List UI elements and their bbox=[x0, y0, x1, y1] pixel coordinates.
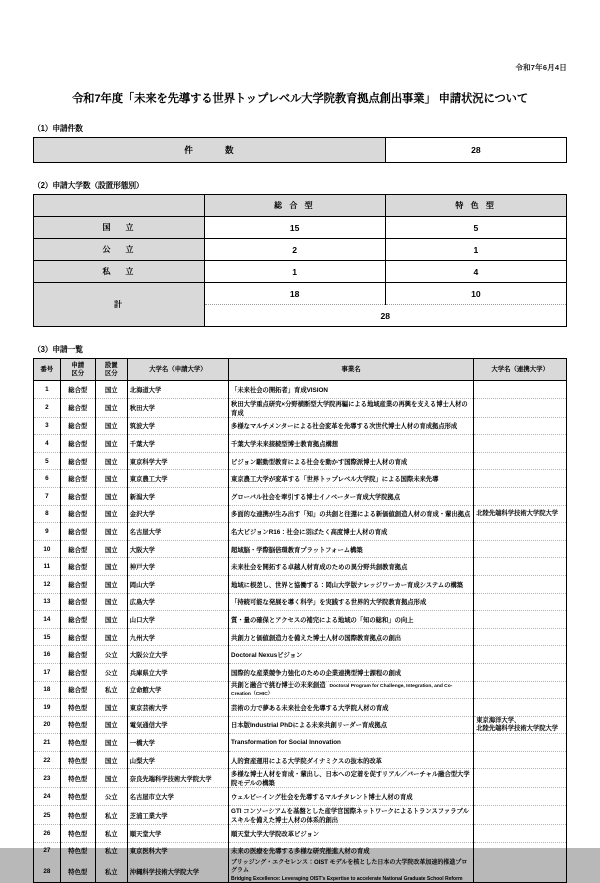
cell-project: ウェルビーイング社会を先導するマルチタレント博士人材の育成 bbox=[229, 788, 474, 806]
table-row bbox=[34, 487, 567, 505]
column-header-project: 事業名 bbox=[229, 359, 474, 381]
cell-no: 1 bbox=[34, 381, 61, 399]
cell-type: 特色型 bbox=[60, 860, 95, 883]
column-header-tokushoku: 特 色 型 bbox=[385, 195, 566, 217]
cell-type: 総合型 bbox=[60, 523, 95, 541]
table-row bbox=[34, 261, 567, 283]
cell-univ: 北海道大学 bbox=[127, 381, 228, 399]
row-label-koritsu: 公 立 bbox=[34, 239, 205, 261]
cell-project: 未来社会を開拓する卓越人材育成のための異分野共創教育拠点 bbox=[229, 558, 474, 576]
cell-univ: 兵庫県立大学 bbox=[127, 663, 228, 681]
cell-partner bbox=[474, 381, 567, 399]
cell-project: 芸術の力で夢ある未来社会を先導する大学院人材の育成 bbox=[229, 699, 474, 717]
cell-type: 総合型 bbox=[60, 540, 95, 558]
cell-type: 総合型 bbox=[60, 611, 95, 629]
cell-no: 11 bbox=[34, 558, 61, 576]
cell-project: 「持続可能な発展を導く科学」を実践する世界的大学院教育拠点形成 bbox=[229, 593, 474, 611]
project-title-ja: 共創と融合で挑む博士の未来創造 bbox=[231, 681, 326, 689]
table-total-row bbox=[34, 283, 567, 305]
table-row bbox=[34, 681, 567, 699]
cell-type: 特色型 bbox=[60, 788, 95, 806]
project-title-ja: ブリッジング・エクセレンス：OIST モデルを核とした日本の大学院改革加速的推進プログラム bbox=[231, 860, 468, 874]
cell-project bbox=[229, 681, 474, 699]
cell-project: 多様な博士人材を育成・輩出し、日本への定着を促すリアル／バーチャル融合型大学院モデルの構築 bbox=[229, 769, 474, 788]
table-row bbox=[34, 523, 567, 541]
cell-partner bbox=[474, 646, 567, 664]
column-header-partner: 大学名（連携大学） bbox=[474, 359, 567, 381]
cell-est: 国立 bbox=[95, 381, 127, 399]
cell-no: 9 bbox=[34, 523, 61, 541]
cell-univ: 名古屋大学 bbox=[127, 523, 228, 541]
cell-no: 24 bbox=[34, 788, 61, 806]
cell-type: 総合型 bbox=[60, 681, 95, 699]
cell-univ: 山梨大学 bbox=[127, 751, 228, 769]
project-title-en: Doctoral Program for Challenge, Integration, and Co-Creation（CHIC） bbox=[231, 683, 453, 697]
cell-est: 私立 bbox=[95, 806, 127, 825]
grand-total-value: 28 bbox=[204, 305, 566, 327]
cell-univ: 神戸大学 bbox=[127, 558, 228, 576]
cell-partner bbox=[474, 558, 567, 576]
cell-project: ビジョン駆動型教育による社会を動かす国際派博士人材の育成 bbox=[229, 452, 474, 470]
cell-est: 国立 bbox=[95, 575, 127, 593]
cell-project: 「未来社会の開拓者」育成VISION bbox=[229, 381, 474, 399]
cell-est: 国立 bbox=[95, 769, 127, 788]
total-tokushoku-value: 10 bbox=[385, 283, 566, 305]
cell-type: 総合型 bbox=[60, 452, 95, 470]
cell-univ: 九州大学 bbox=[127, 628, 228, 646]
cell-univ: 東京農工大学 bbox=[127, 470, 228, 488]
cell-est: 公立 bbox=[95, 663, 127, 681]
table-row bbox=[34, 825, 567, 843]
cell-project bbox=[229, 860, 474, 883]
cell-partner bbox=[474, 593, 567, 611]
table-row bbox=[34, 806, 567, 825]
cell-no: 8 bbox=[34, 505, 61, 523]
cell-project: 人的資産運用による大学院ダイナミクスの抜本的改革 bbox=[229, 751, 474, 769]
table-row bbox=[34, 239, 567, 261]
corner-cell bbox=[34, 195, 205, 217]
cell-univ: 名古屋市立大学 bbox=[127, 788, 228, 806]
table-row bbox=[34, 860, 567, 883]
cell-no: 4 bbox=[34, 435, 61, 453]
table-row bbox=[34, 788, 567, 806]
cell-project: 東京農工大学が変革する「世界トップレベル大学院」による国際未来先導 bbox=[229, 470, 474, 488]
cell-project: GTI コンソーシアムを基盤とした産学官国際ネットワークによるトランスファラブルスキルを備えた博士人材の体系的創出 bbox=[229, 806, 474, 825]
section-2-label: （2）申請大学数（設置形態別） bbox=[33, 181, 144, 190]
cell-univ: 電気通信大学 bbox=[127, 716, 228, 734]
cell-project: Transformation for Social Innovation bbox=[229, 734, 474, 752]
cell-type: 総合型 bbox=[60, 435, 95, 453]
cell-type: 総合型 bbox=[60, 487, 95, 505]
cell-type: 総合型 bbox=[60, 646, 95, 664]
table-row bbox=[34, 663, 567, 681]
cell-univ: 東京芸術大学 bbox=[127, 699, 228, 717]
cell-est: 国立 bbox=[95, 751, 127, 769]
cell-no: 5 bbox=[34, 452, 61, 470]
cell-type: 特色型 bbox=[60, 769, 95, 788]
cell-univ: 筑波大学 bbox=[127, 417, 228, 435]
cell-partner bbox=[474, 788, 567, 806]
shiritsu-sogo-value: 1 bbox=[204, 261, 385, 283]
cell-est: 私立 bbox=[95, 825, 127, 843]
table-row bbox=[34, 769, 567, 788]
cell-est: 国立 bbox=[95, 593, 127, 611]
table-row bbox=[34, 575, 567, 593]
table-row bbox=[34, 646, 567, 664]
cell-partner bbox=[474, 611, 567, 629]
cell-type: 総合型 bbox=[60, 593, 95, 611]
section-3-label: （3）申請一覧 bbox=[33, 345, 83, 354]
cell-type: 総合型 bbox=[60, 381, 95, 399]
table-row bbox=[34, 452, 567, 470]
cell-partner bbox=[474, 681, 567, 699]
cell-partner bbox=[474, 470, 567, 488]
cell-univ: 奈良先端科学技術大学院大学 bbox=[127, 769, 228, 788]
cell-type: 総合型 bbox=[60, 558, 95, 576]
cell-no: 28 bbox=[34, 860, 61, 883]
cell-est: 私立 bbox=[95, 681, 127, 699]
cell-univ: 立命館大学 bbox=[127, 681, 228, 699]
kokuritsu-tokushoku-value: 5 bbox=[385, 217, 566, 239]
section-1-label: （1）申請件数 bbox=[33, 124, 83, 133]
cell-no: 2 bbox=[34, 398, 61, 417]
cell-type: 総合型 bbox=[60, 575, 95, 593]
cell-est: 私立 bbox=[95, 842, 127, 860]
cell-type: 総合型 bbox=[60, 628, 95, 646]
cell-univ: 秋田大学 bbox=[127, 398, 228, 417]
cell-no: 12 bbox=[34, 575, 61, 593]
table-row bbox=[34, 842, 567, 860]
cell-univ: 一橋大学 bbox=[127, 734, 228, 752]
cell-no: 22 bbox=[34, 751, 61, 769]
cell-project: 未来の医療を先導する多様な研究推進人材の育成 bbox=[229, 842, 474, 860]
cell-no: 7 bbox=[34, 487, 61, 505]
column-header-university: 大学名（申請大学） bbox=[127, 359, 228, 381]
cell-univ: 沖縄科学技術大学院大学 bbox=[127, 860, 228, 883]
cell-type: 特色型 bbox=[60, 825, 95, 843]
application-count-table bbox=[33, 137, 567, 163]
cell-univ: 新潟大学 bbox=[127, 487, 228, 505]
cell-partner bbox=[474, 435, 567, 453]
cell-partner bbox=[474, 398, 567, 417]
cell-univ: 金沢大学 bbox=[127, 505, 228, 523]
cell-project: 共創力と価値創造力を備えた博士人材の国際教育拠点の創出 bbox=[229, 628, 474, 646]
cell-no: 14 bbox=[34, 611, 61, 629]
row-label-kokuritsu: 国 立 bbox=[34, 217, 205, 239]
table-row bbox=[34, 505, 567, 523]
table-row bbox=[34, 435, 567, 453]
table-row bbox=[34, 138, 567, 163]
table-row bbox=[34, 734, 567, 752]
project-title-en: Bridging Excellence: Leveraging OIST's Expertise to accelerate National Graduate School Reform bbox=[231, 875, 463, 882]
cell-no: 16 bbox=[34, 646, 61, 664]
cell-no: 19 bbox=[34, 699, 61, 717]
cell-est: 国立 bbox=[95, 734, 127, 752]
table-row bbox=[34, 217, 567, 239]
cell-est: 国立 bbox=[95, 558, 127, 576]
cell-est: 公立 bbox=[95, 646, 127, 664]
table-row bbox=[34, 593, 567, 611]
cell-est: 国立 bbox=[95, 699, 127, 717]
cell-no: 18 bbox=[34, 681, 61, 699]
cell-no: 17 bbox=[34, 663, 61, 681]
cell-project: 秋田大学重点研究×分野横断型大学院再編による地域産業の再興を支える博士人材の育成 bbox=[229, 398, 474, 417]
cell-partner bbox=[474, 575, 567, 593]
cell-est: 公立 bbox=[95, 788, 127, 806]
cell-type: 特色型 bbox=[60, 806, 95, 825]
cell-type: 特色型 bbox=[60, 716, 95, 734]
cell-partner bbox=[474, 842, 567, 860]
document-date: 令和7年6月4日 bbox=[515, 63, 567, 72]
cell-project: 超域脳・学際脳倍環教育プラットフォーム構築 bbox=[229, 540, 474, 558]
table-row bbox=[34, 699, 567, 717]
column-header-no: 番号 bbox=[34, 359, 61, 381]
cell-no: 23 bbox=[34, 769, 61, 788]
cell-project: 多面的な連携が生み出す「知」の共創と往還による新価値創造人材の育成・輩出拠点 bbox=[229, 505, 474, 523]
table-row bbox=[34, 558, 567, 576]
cell-est: 国立 bbox=[95, 523, 127, 541]
table-row bbox=[34, 628, 567, 646]
cell-type: 総合型 bbox=[60, 663, 95, 681]
cell-project: 順天堂大学大学院改革ビジョン bbox=[229, 825, 474, 843]
cell-type: 総合型 bbox=[60, 398, 95, 417]
cell-no: 27 bbox=[34, 842, 61, 860]
cell-univ: 山口大学 bbox=[127, 611, 228, 629]
table-header-row bbox=[34, 359, 567, 381]
cell-est: 国立 bbox=[95, 611, 127, 629]
cell-no: 6 bbox=[34, 470, 61, 488]
column-header-sogo: 総 合 型 bbox=[204, 195, 385, 217]
cell-est: 国立 bbox=[95, 435, 127, 453]
cell-no: 3 bbox=[34, 417, 61, 435]
cell-est: 国立 bbox=[95, 505, 127, 523]
cell-partner: 東京海洋大学、 北陸先端科学技術大学院大学 bbox=[474, 716, 567, 734]
cell-partner bbox=[474, 699, 567, 717]
cell-partner bbox=[474, 487, 567, 505]
table-row bbox=[34, 751, 567, 769]
cell-no: 15 bbox=[34, 628, 61, 646]
count-row-label: 件 数 bbox=[34, 138, 386, 163]
cell-partner bbox=[474, 734, 567, 752]
cell-univ: 東京科学大学 bbox=[127, 452, 228, 470]
cell-partner: 北陸先端科学技術大学院大学 bbox=[474, 505, 567, 523]
table-row bbox=[34, 716, 567, 734]
application-list-table bbox=[33, 358, 567, 883]
count-value: 28 bbox=[385, 138, 566, 163]
table-row bbox=[34, 611, 567, 629]
cell-no: 13 bbox=[34, 593, 61, 611]
cell-partner bbox=[474, 751, 567, 769]
shiritsu-tokushoku-value: 4 bbox=[385, 261, 566, 283]
cell-partner bbox=[474, 663, 567, 681]
table-header-row bbox=[34, 195, 567, 217]
table-row bbox=[34, 470, 567, 488]
cell-univ: 大阪大学 bbox=[127, 540, 228, 558]
cell-project: 名大ビジョンR16：社会に羽ばたく高度博士人材の育成 bbox=[229, 523, 474, 541]
cell-no: 20 bbox=[34, 716, 61, 734]
cell-project: グローバル社会を牽引する博士イノベーター育成大学院拠点 bbox=[229, 487, 474, 505]
university-count-table bbox=[33, 194, 567, 327]
table-row bbox=[34, 417, 567, 435]
cell-est: 国立 bbox=[95, 398, 127, 417]
cell-univ: 芝浦工業大学 bbox=[127, 806, 228, 825]
row-label-shiritsu: 私 立 bbox=[34, 261, 205, 283]
cell-partner bbox=[474, 769, 567, 788]
cell-project: 日本版Industrial PhDによる未来共創リーダー育成拠点 bbox=[229, 716, 474, 734]
table-row bbox=[34, 540, 567, 558]
cell-partner bbox=[474, 628, 567, 646]
table-row bbox=[34, 398, 567, 417]
cell-univ: 東京医科大学 bbox=[127, 842, 228, 860]
cell-project: 多様なマルチメンターによる社会変革を先導する次世代博士人材の育成拠点形成 bbox=[229, 417, 474, 435]
cell-type: 特色型 bbox=[60, 751, 95, 769]
cell-project: 国際的な産業競争力強化のための企業連携型博士課程の創成 bbox=[229, 663, 474, 681]
cell-no: 26 bbox=[34, 825, 61, 843]
cell-est: 国立 bbox=[95, 628, 127, 646]
cell-no: 25 bbox=[34, 806, 61, 825]
cell-type: 特色型 bbox=[60, 734, 95, 752]
koritsu-sogo-value: 2 bbox=[204, 239, 385, 261]
cell-type: 特色型 bbox=[60, 699, 95, 717]
column-header-application-type: 申請 区分 bbox=[60, 359, 95, 381]
cell-est: 国立 bbox=[95, 417, 127, 435]
row-label-total: 計 bbox=[34, 283, 205, 327]
cell-project: Doctoral Nexusビジョン bbox=[229, 646, 474, 664]
cell-project: 地域に根差し、世界と協働する：岡山大学版ナレッジワーカー育成システムの構築 bbox=[229, 575, 474, 593]
cell-partner bbox=[474, 540, 567, 558]
table-row bbox=[34, 381, 567, 399]
cell-univ: 広島大学 bbox=[127, 593, 228, 611]
cell-univ: 岡山大学 bbox=[127, 575, 228, 593]
cell-no: 10 bbox=[34, 540, 61, 558]
cell-no: 21 bbox=[34, 734, 61, 752]
cell-project: 千葉大学未来接続型博士教育拠点構想 bbox=[229, 435, 474, 453]
cell-est: 国立 bbox=[95, 452, 127, 470]
cell-project: 質・量の確保とアクセスの補完による地域の「知の総和」の向上 bbox=[229, 611, 474, 629]
cell-partner bbox=[474, 860, 567, 883]
cell-type: 特色型 bbox=[60, 842, 95, 860]
cell-partner bbox=[474, 825, 567, 843]
cell-univ: 千葉大学 bbox=[127, 435, 228, 453]
cell-est: 国立 bbox=[95, 716, 127, 734]
cell-univ: 大阪公立大学 bbox=[127, 646, 228, 664]
cell-type: 総合型 bbox=[60, 417, 95, 435]
total-sogo-value: 18 bbox=[204, 283, 385, 305]
cell-est: 国立 bbox=[95, 487, 127, 505]
cell-univ: 順天堂大学 bbox=[127, 825, 228, 843]
cell-partner bbox=[474, 452, 567, 470]
cell-est: 私立 bbox=[95, 860, 127, 883]
cell-type: 総合型 bbox=[60, 505, 95, 523]
cell-partner bbox=[474, 806, 567, 825]
page-title: 令和7年度「未来を先導する世界トップレベル大学院教育拠点創出事業」 申請状況について bbox=[71, 93, 529, 105]
koritsu-tokushoku-value: 1 bbox=[385, 239, 566, 261]
cell-partner bbox=[474, 523, 567, 541]
cell-est: 国立 bbox=[95, 470, 127, 488]
cell-type: 総合型 bbox=[60, 470, 95, 488]
cell-partner bbox=[474, 417, 567, 435]
cell-est: 国立 bbox=[95, 540, 127, 558]
kokuritsu-sogo-value: 15 bbox=[204, 217, 385, 239]
column-header-establishment-type: 設置 区分 bbox=[95, 359, 127, 381]
